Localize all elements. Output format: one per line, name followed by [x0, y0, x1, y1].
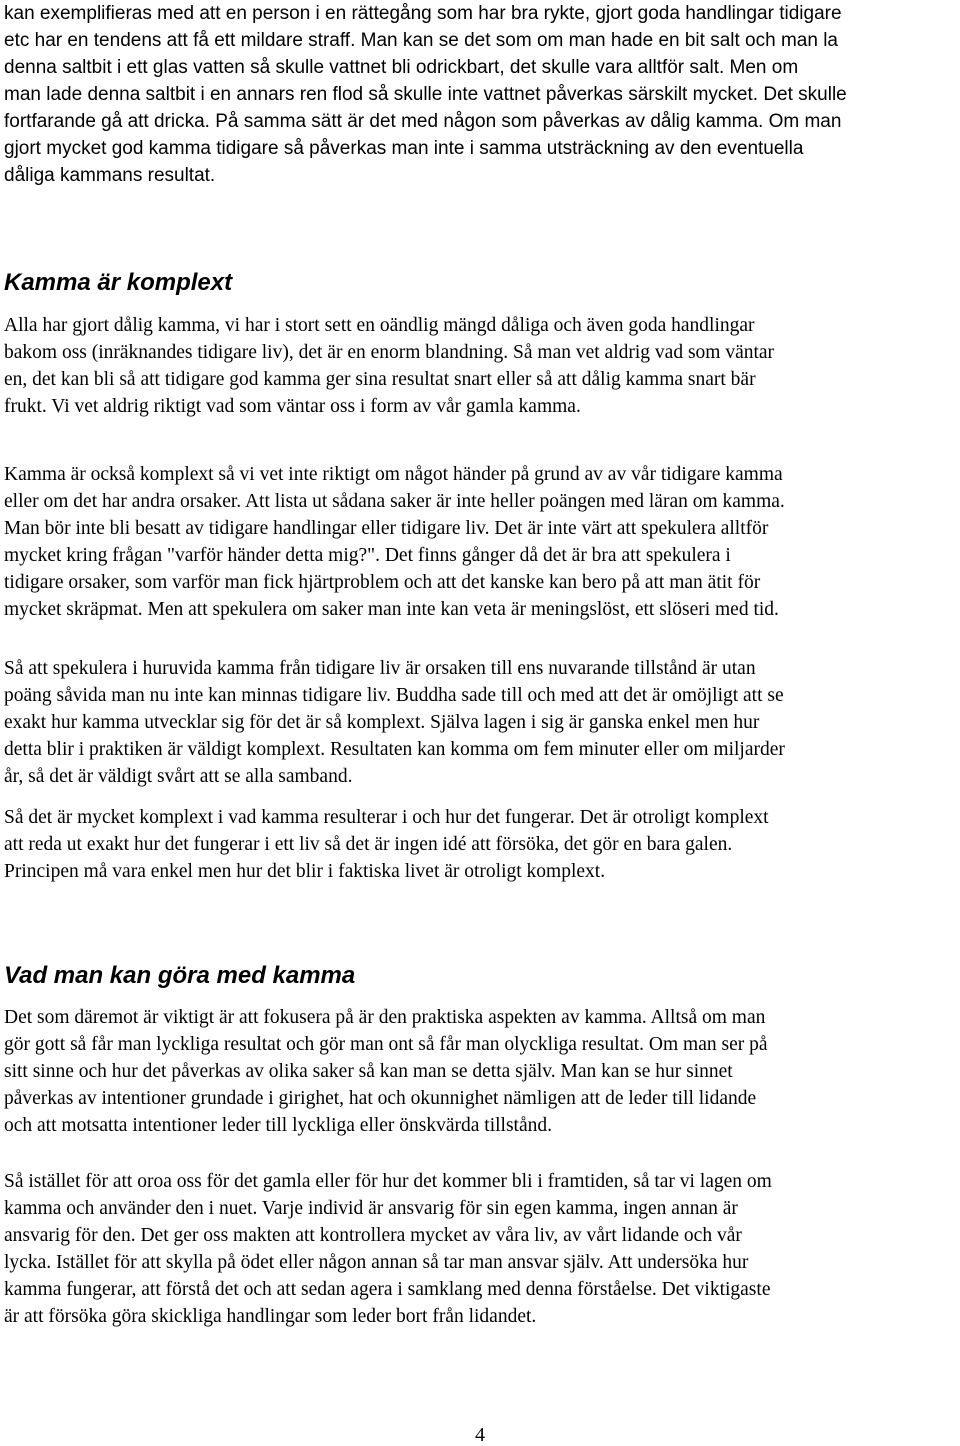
text-line: eller om det har andra orsaker. Att lista ut sådana saker är inte heller poängen med läran om kamma.: [4, 491, 785, 512]
text-line: frukt. Vi vet aldrig riktigt vad som väntar oss i form av vår gamla kamma.: [4, 396, 581, 417]
text-line: denna saltbit i ett glas vatten så skulle vattnet bli odrickbart, det skulle vara alltför salt. Men om: [4, 57, 799, 78]
text-line: exakt hur kamma utvecklar sig för det är så komplext. Själva lagen i sig är ganska enkel men hur: [4, 712, 760, 733]
text-line: en, det kan bli så att tidigare god kamma ger sina resultat snart eller så att dålig kamma snart bär: [4, 369, 756, 390]
text-line: Så det är mycket komplext i vad kamma resulterar i och hur det fungerar. Det är otroligt komplext: [4, 807, 769, 828]
text-line: kamma fungerar, att förstå det och att sedan agera i samklang med denna förståelse. Det viktigaste: [4, 1279, 771, 1300]
text-line: Alla har gjort dålig kamma, vi har i stort sett en oändlig mängd dåliga och även goda handlingar: [4, 315, 755, 336]
section1-paragraph-2: [4, 461, 959, 623]
text-line: bakom oss (inräknandes tidigare liv), det är en enorm blandning. Så man vet aldrig vad som väntar: [4, 342, 775, 363]
text-line: gjort mycket god kamma tidigare så påverkas man inte i samma utsträckning av den eventuella: [4, 138, 804, 159]
text-line: Principen må vara enkel men hur det blir i faktiska livet är otroligt komplext.: [4, 861, 606, 882]
text-line: Så istället för att oroa oss för det gamla eller för hur det kommer bli i framtiden, så tar vi lagen om: [4, 1171, 772, 1192]
section1-paragraph-3: [4, 655, 959, 790]
text-line: lycka. Istället för att skylla på ödet eller någon annan så tar man ansvar själv. Att undersöka hur: [4, 1252, 749, 1273]
text-line: påverkas av intentioner grundade i girighet, hat och okunnighet nämligen att de leder till lidande: [4, 1088, 757, 1109]
page-number: 4: [475, 1424, 485, 1446]
text-line: etc har en tendens att få ett mildare straff. Man kan se det som om man hade en bit salt och man la: [4, 30, 838, 51]
text-line: år, så det är väldigt svårt att se alla samband.: [4, 766, 353, 787]
text-line: detta blir i praktiken är väldigt komplext. Resultaten kan komma om fem minuter eller om miljarder: [4, 739, 785, 760]
text-line: är att försöka göra skickliga handlingar som leder bort från lidandet.: [4, 1306, 537, 1327]
section-heading-kamma-komplext: Kamma är komplext: [4, 269, 233, 296]
text-line: man lade denna saltbit i en annars ren flod så skulle inte vattnet påverkas särskilt mycket. Det skulle: [4, 84, 847, 105]
text-line: kamma och använder den i nuet. Varje individ är ansvarig för sin egen kamma, ingen annan är: [4, 1198, 738, 1219]
text-line: Man bör inte bli besatt av tidigare handlingar eller tidigare liv. Det är inte värt att spekulera alltför: [4, 518, 769, 539]
text-line: kan exemplifieras med att en person i en rättegång som har bra rykte, gjort goda handlingar tidigare: [4, 3, 842, 24]
text-line: och att motsatta intentioner leder till lyckliga eller önskvärda tillstånd.: [4, 1115, 553, 1136]
section1-paragraph-1: [4, 312, 959, 420]
text-line: tidigare orsaker, som varför man fick hjärtproblem och att det kanske kan bero på att man ätit för: [4, 572, 761, 593]
section2-paragraph-1: [4, 1004, 959, 1139]
text-line: gör gott så får man lyckliga resultat och gör man ont så får man olyckliga resultat. Om man ser på: [4, 1034, 768, 1055]
text-line: att reda ut exakt hur det fungerar i ett liv så det är ingen idé att försöka, det gör en bara galen.: [4, 834, 733, 855]
section2-paragraph-2: [4, 1168, 959, 1330]
text-line: Så att spekulera i huruvida kamma från tidigare liv är orsaken till ens nuvarande tillstånd är utan: [4, 658, 756, 679]
intro-paragraph: [4, 0, 959, 189]
text-line: sitt sinne och hur det påverkas av olika saker så kan man se detta själv. Man kan se hur sinnet: [4, 1061, 733, 1082]
text-line: fortfarande gå att dricka. På samma sätt är det med någon som påverkas av dålig kamma. Om man: [4, 111, 842, 132]
section1-paragraph-4: [4, 804, 959, 885]
section-heading-vad-man-kan-gora: Vad man kan göra med kamma: [4, 962, 356, 989]
text-line: poäng såvida man nu inte kan minnas tidigare liv. Buddha sade till och med att det är omöjligt att se: [4, 685, 784, 706]
text-line: ansvarig för den. Det ger oss makten att kontrollera mycket av våra liv, av vårt lidande och vår: [4, 1225, 742, 1246]
text-line: Kamma är också komplext så vi vet inte riktigt om något händer på grund av av vår tidigare kamma: [4, 464, 783, 485]
text-line: Det som däremot är viktigt är att fokusera på är den praktiska aspekten av kamma. Alltså om man: [4, 1007, 766, 1028]
text-line: mycket kring frågan "varför händer detta mig?". Det finns gånger då det är bra att spekulera i: [4, 545, 731, 566]
text-line: mycket skräpmat. Men att spekulera om saker man inte kan veta är meningslöst, ett slöseri med tid.: [4, 599, 779, 620]
text-line: dåliga kammans resultat.: [4, 165, 216, 186]
